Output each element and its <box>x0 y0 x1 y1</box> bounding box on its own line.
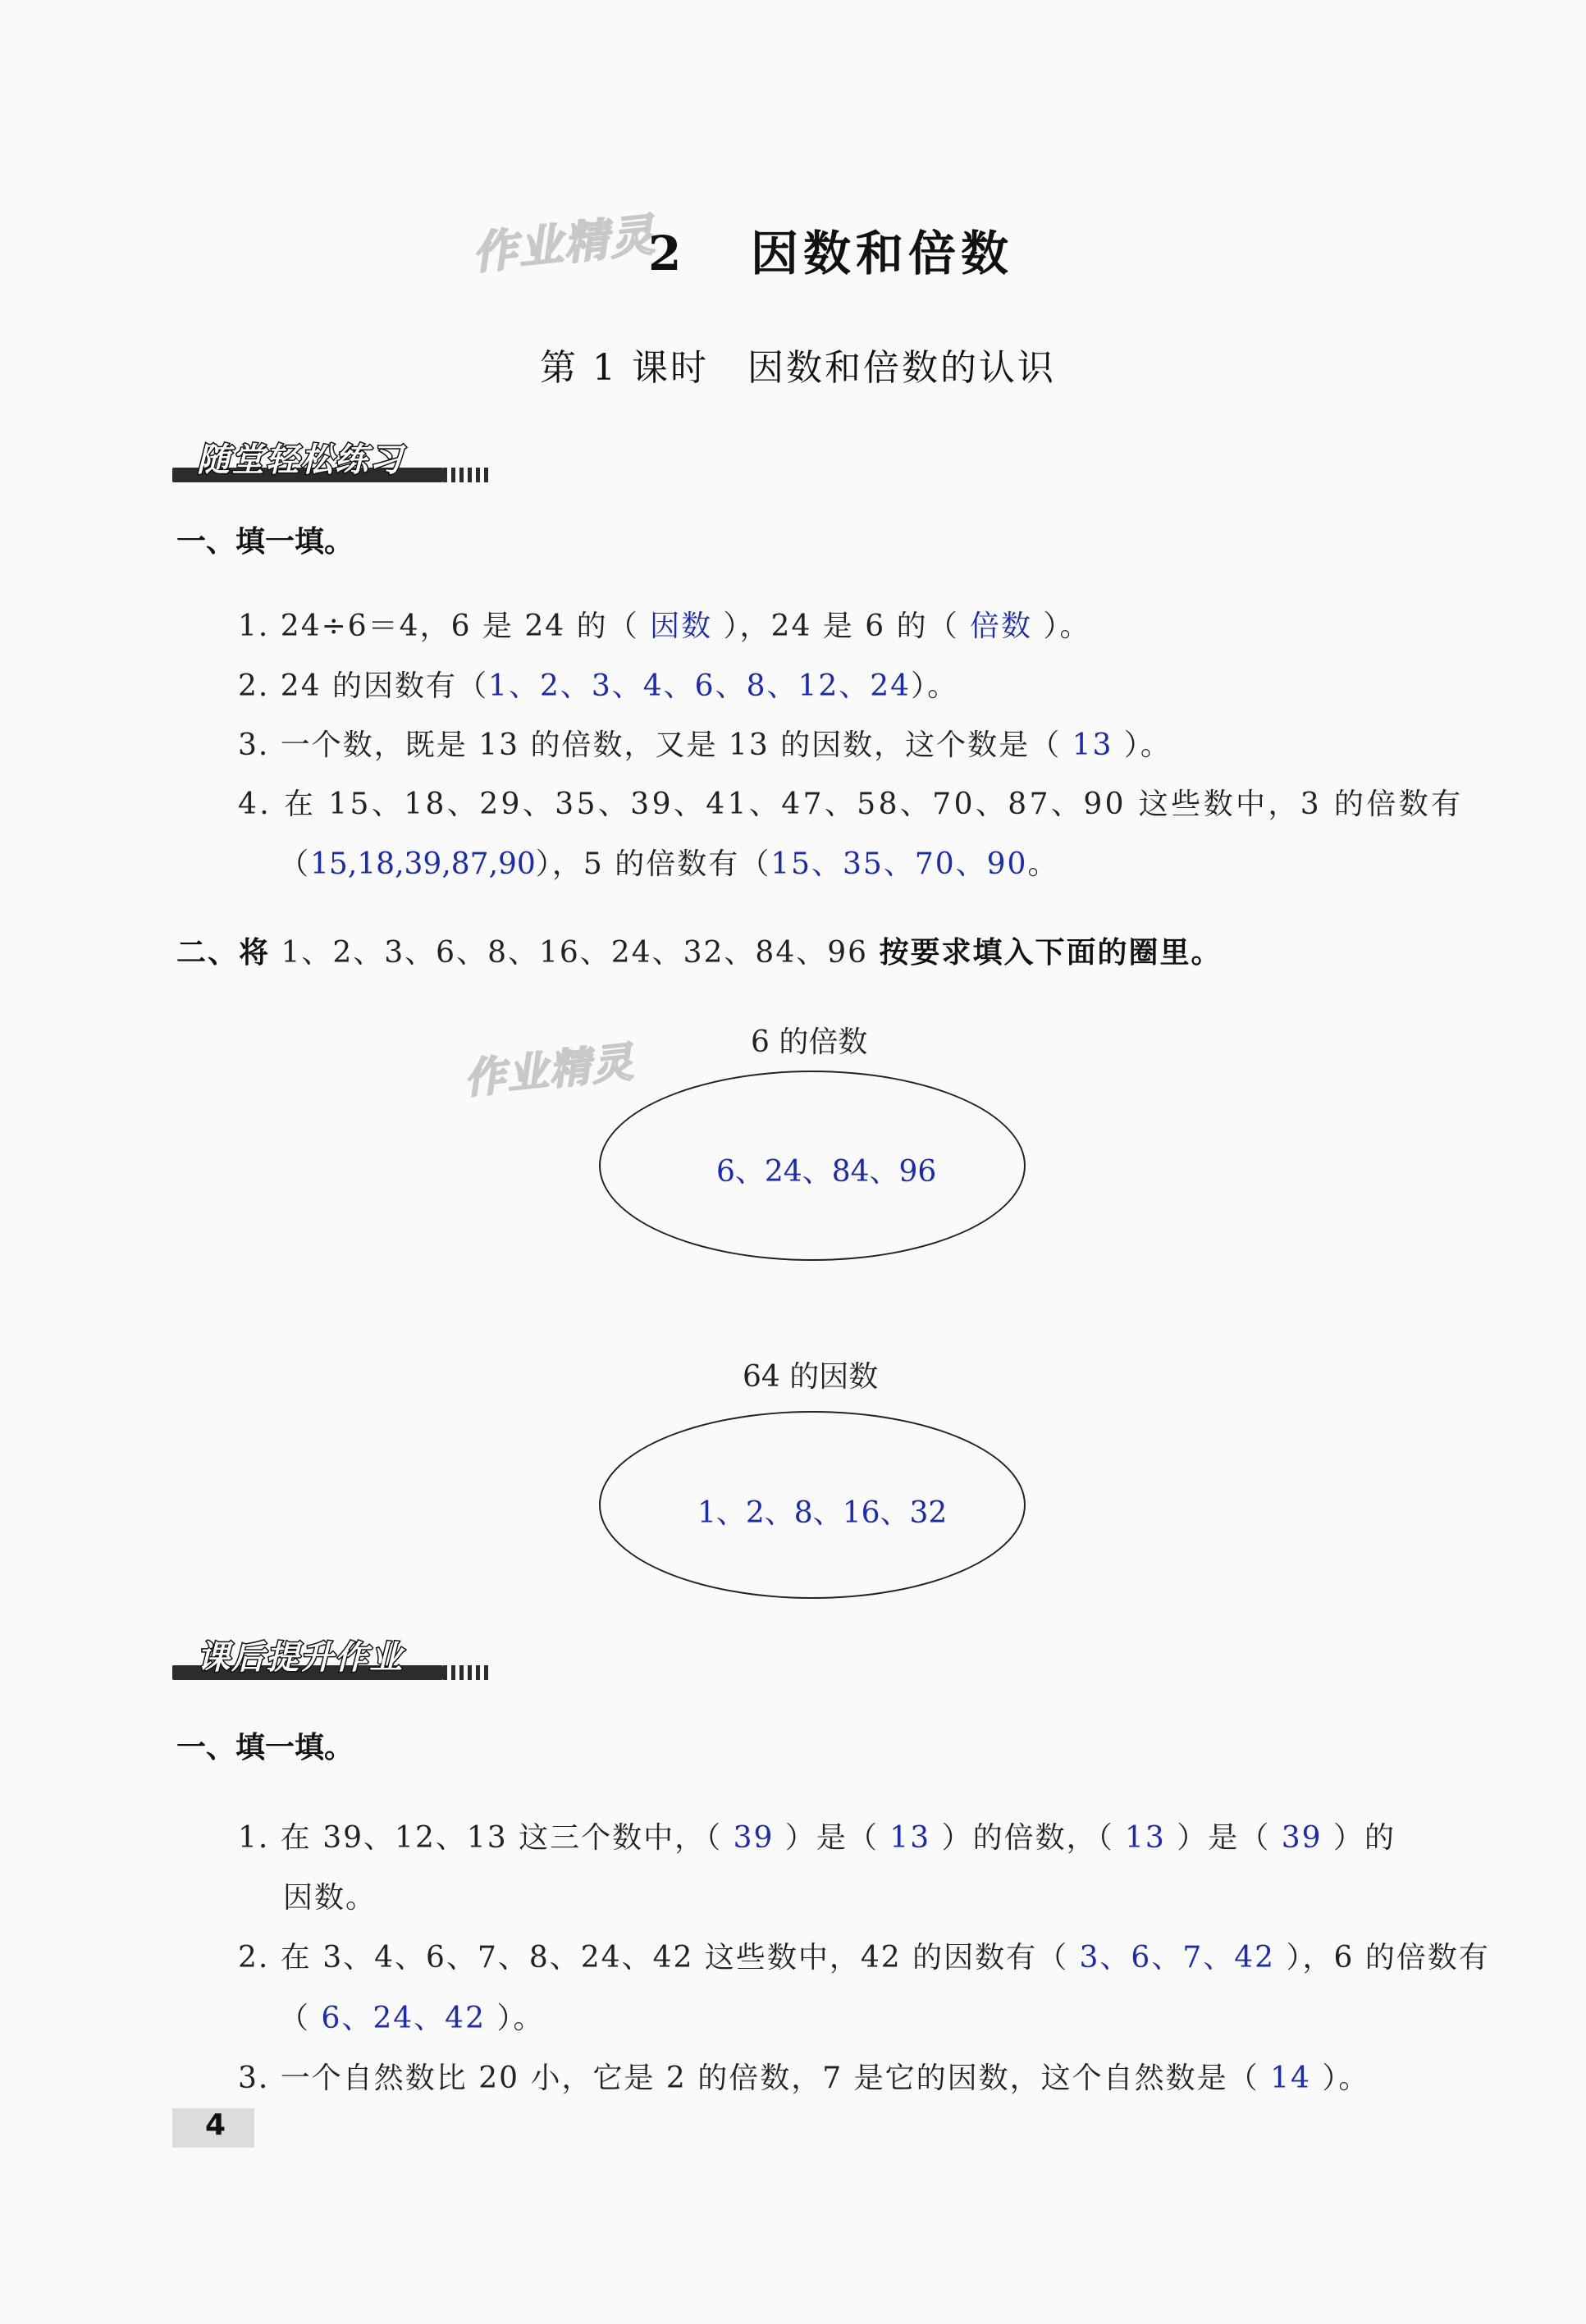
question-1-line-2: 因数。 <box>283 1881 377 1915</box>
ellipse-content[interactable]: 1、2、8、16、32 <box>697 1496 948 1530</box>
question-4-line-1: 4. 在 15、18、29、35、39、41、47、58、70、87、90 这些数中，3 的倍数有 <box>238 788 1464 821</box>
question-4-line-2: （15,18,39,87,90），5 的倍数有（15、35、70、90。 <box>279 847 1059 881</box>
section-heading: 一、填一填。 <box>176 524 354 559</box>
question-3: 3. 一个自然数比 20 小，它是 2 的倍数，7 是它的因数，这个自然数是（ 14 ）。 <box>238 2061 1370 2095</box>
question-2-line-1: 2. 在 3、4、6、7、8、24、42 这些数中，42 的因数有（ 3、6、7、42 ），6 的倍数有 <box>238 1941 1490 1975</box>
banner-label: 课后提升作业 <box>197 1639 404 1677</box>
answer-field[interactable]: 13 <box>889 1821 931 1855</box>
chapter-name: 因数和倍数 <box>750 226 1013 281</box>
question-2-line-2: （ 6、24、42 ）。 <box>279 2002 545 2035</box>
section-banner-practice <box>172 435 500 487</box>
ellipse-label-factors-of-64: 64 的因数 <box>743 1360 879 1394</box>
banner-stripes <box>443 1665 492 1680</box>
watermark-logo: 作业精灵 <box>461 1038 637 1103</box>
answer-field[interactable]: 3、6、7、42 <box>1079 1941 1276 1975</box>
answer-field[interactable]: 倍数 <box>970 610 1033 643</box>
answer-field[interactable]: 6、24、42 <box>321 2002 486 2035</box>
answer-field[interactable]: 因数 <box>650 610 713 643</box>
banner-label: 随堂轻松练习 <box>197 441 404 479</box>
ellipse-content[interactable]: 6、24、84、96 <box>716 1155 937 1189</box>
question-1-line-1: 1. 在 39、12、13 这三个数中，（ 39 ）是（ 13 ）的倍数，（ 13 ）是（ 39 ）的 <box>238 1821 1396 1855</box>
section-heading: 一、填一填。 <box>176 1730 354 1765</box>
ellipse-label-multiples-of-6: 6 的倍数 <box>751 1025 868 1059</box>
question-3: 3. 一个数，既是 13 的倍数，又是 13 的因数，这个数是（ 13 ）。 <box>238 728 1172 762</box>
question-2: 2. 24 的因数有（1、2、3、4、6、8、12、24）。 <box>238 669 959 703</box>
answer-field[interactable]: 14 <box>1270 2061 1311 2095</box>
watermark-logo: 作业精灵 <box>469 208 659 280</box>
answer-field[interactable]: 39 <box>733 1821 775 1855</box>
lesson-title: 第 1 课时 因数和倍数的认识 <box>540 347 1056 389</box>
section-banner-homework <box>172 1632 500 1685</box>
chapter-title <box>648 215 1013 284</box>
answer-field[interactable]: 15、35、70、90 <box>770 847 1028 881</box>
chapter-number: 2 <box>648 226 687 281</box>
answer-field[interactable]: 13 <box>1125 1821 1166 1855</box>
question-1: 1. 24÷6＝4，6 是 24 的（ 因数 ），24 是 6 的（ 倍数 ）。 <box>238 610 1091 643</box>
answer-field[interactable]: 39 <box>1281 1821 1323 1855</box>
answer-field[interactable]: 13 <box>1072 728 1113 762</box>
page-number: 4 <box>205 2108 226 2142</box>
banner-stripes <box>443 468 492 482</box>
part2-instruction: 二、将 1、2、3、6、8、16、24、32、84、96 按要求填入下面的圈里。 <box>176 935 1223 970</box>
answer-field[interactable]: 1、2、3、4、6、8、12、24 <box>488 669 912 703</box>
answer-field[interactable]: 15,18,39,87,90 <box>310 847 536 881</box>
